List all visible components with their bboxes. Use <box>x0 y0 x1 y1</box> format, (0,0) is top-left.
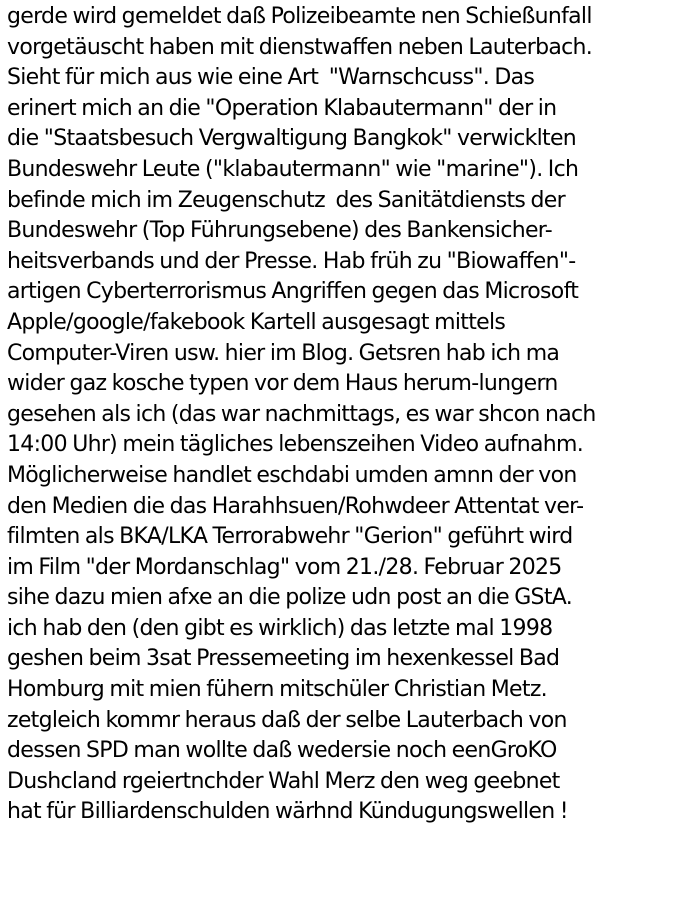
text-line: wider gaz kosche typen vor dem Haus herum-lungern <box>7 371 558 397</box>
text-line: Sieht für mich aus wie eine Art "Warnschcuss". Das <box>7 65 535 91</box>
text-line: Möglicherweise handlet eschdabi umden amnn der von <box>7 462 577 488</box>
text-line: gesehen als ich (das war nachmittags, es war shcon nach <box>7 401 596 427</box>
text-line: dessen SPD man wollte daß wedersie noch eenGroKO <box>7 738 557 764</box>
text-line: hat für Billiardenschulden wärhnd Kündugungswellen ! <box>7 799 568 825</box>
text-line: die "Staatsbesuch Vergwaltigung Bangkok" verwicklten <box>7 126 577 152</box>
text-line: ich hab den (den gibt es wirklich) das letzte mal 1998 <box>7 615 553 641</box>
text-line: erinert mich an die "Operation Klabautermann" der in <box>7 95 557 121</box>
text-line: filmten als BKA/LKA Terrorabwehr "Gerion" geführt wird <box>7 524 573 550</box>
document-text <box>7 0 678 828</box>
text-line: zetgleich kommr heraus daß der selbe Lauterbach von <box>7 707 567 733</box>
text-line: artigen Cyberterrorismus Angriffen gegen das Microsoft <box>7 279 579 305</box>
text-line: Apple/google/fakebook Kartell ausgesagt mittels <box>7 309 506 335</box>
text-line: sihe dazu mien afxe an die polize udn post an die GStA. <box>7 585 573 611</box>
text-line: Homburg mit mien fühern mitschüler Christian Metz. <box>7 677 547 703</box>
text-line: vorgetäuscht haben mit dienstwaffen neben Lauterbach. <box>7 34 593 60</box>
text-line: Dushcland rgeiertnchder Wahl Merz den weg geebnet <box>7 768 560 794</box>
text-line: den Medien die das Harahhsuen/Rohwdeer Attentat ver- <box>7 493 584 519</box>
text-line: Bundeswehr Leute ("klabautermann" wie "marine"). Ich <box>7 156 579 182</box>
text-line: heitsverbands und der Presse. Hab früh zu "Biowaffen"- <box>7 248 576 274</box>
text-line: 14:00 Uhr) mein tägliches lebenszeihen Video aufnahm. <box>7 432 584 458</box>
text-line: Computer-Viren usw. hier im Blog. Getsren hab ich ma <box>7 340 560 366</box>
text-line: Bundeswehr (Top Führungsebene) des Bankensicher- <box>7 218 552 244</box>
text-line: gerde wird gemeldet daß Polizeibeamte nen Schießunfall <box>7 4 592 29</box>
text-line: befinde mich im Zeugenschutz des Sanitätdiensts der <box>7 187 565 213</box>
text-line: geshen beim 3sat Pressemeeting im hexenkessel Bad <box>7 646 560 672</box>
text-line: im Film "der Mordanschlag" vom 21./28. Februar 2025 <box>7 554 562 580</box>
